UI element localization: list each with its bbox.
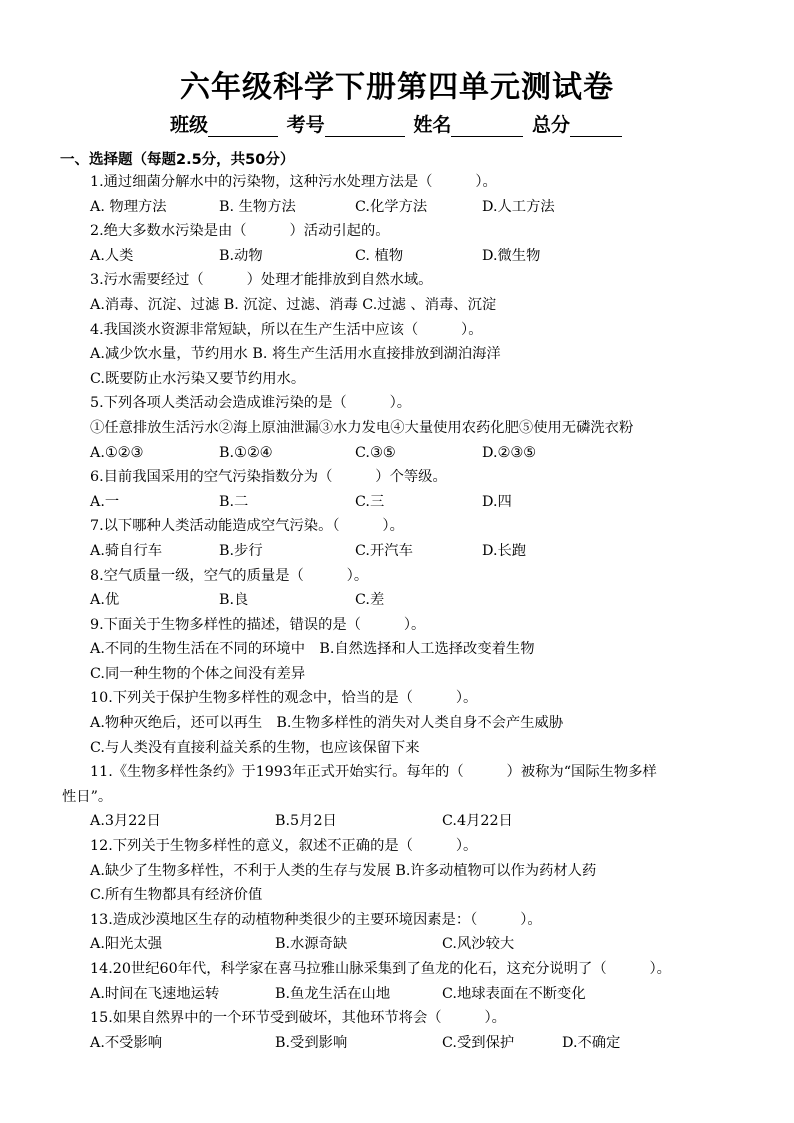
question-stem: 8.空气质量一级，空气的质量是（ ）。: [90, 567, 369, 584]
question-stem: 7.以下哪种人类活动能造成空气污染。（ ）。: [90, 518, 404, 535]
option-c[interactable]: C.4月22日: [442, 813, 513, 830]
option-b[interactable]: B.水源奇缺: [275, 936, 348, 953]
question-stem: 5.下列各项人类活动会造成谁污染的是（ ）。: [90, 395, 412, 412]
total-label: 总分: [531, 114, 570, 136]
question-stem: 10.下列关于保护生物多样性的观念中，恰当的是（ ）。: [90, 690, 478, 707]
option-c[interactable]: C.受到保护: [442, 1034, 515, 1051]
option-c[interactable]: C.风沙较大: [442, 936, 515, 953]
option-c[interactable]: C. 植物: [355, 247, 404, 264]
question-stem: 6.目前我国采用的空气污染指数分为（ ）个等级。: [90, 469, 447, 486]
option-line: A.物种灭绝后，还可以再生 B.生物多样性的消失对人类自身不会产生威胁: [90, 715, 564, 732]
options-row: [62, 982, 752, 1007]
option-d[interactable]: D.四: [482, 493, 512, 510]
option-b[interactable]: B.①②④: [219, 444, 273, 461]
question-stem: 11.《生物多样性条约》于1993年正式开始实行。每年的（ ）被称为“国际生物多样: [90, 764, 657, 781]
exam-no-blank[interactable]: [325, 118, 405, 137]
option-a[interactable]: A.3月22日: [90, 813, 161, 830]
class-label: 班级: [170, 114, 209, 136]
option-line: A.不同的生物生活在不同的环境中 B.自然选择和人工选择改变着生物: [90, 641, 535, 658]
options-row: [62, 1031, 752, 1056]
option-a[interactable]: A.不受影响: [90, 1034, 163, 1051]
option-line: A.消毒、沉淀、过滤 B. 沉淀、过滤、消毒 C.过滤 、消毒、沉淀: [90, 296, 497, 313]
option-line: C.既要防止水污染又要节约用水。: [90, 370, 306, 387]
page-title: 六年级科学下册第四单元测试卷: [180, 70, 614, 105]
class-blank[interactable]: [208, 118, 278, 137]
options-row: [62, 588, 752, 613]
option-line: A.缺少了生物多样性，不利于人类的生存与发展 B.许多动植物可以作为药材人药: [90, 862, 597, 879]
option-line: C.与人类没有直接利益关系的生物，也应该保留下来: [90, 739, 420, 756]
option-line: C.所有生物都具有经济价值: [90, 887, 263, 904]
options-row: [62, 244, 752, 269]
question-stem: 12.下列关于生物多样性的意义，叙述不正确的是（ ）。: [90, 838, 478, 855]
option-a[interactable]: A.优: [90, 592, 120, 609]
question-stem: 2.绝大多数水污染是由（ ）活动引起的。: [90, 223, 390, 240]
question-stem-cont: 性日”。: [62, 788, 113, 805]
option-c[interactable]: C.化学方法: [355, 198, 428, 215]
question-stem: 1.通过细菌分解水中的污染物，这种污水处理方法是（ ）。: [90, 174, 497, 190]
options-row: [62, 490, 752, 515]
option-a[interactable]: A.一: [90, 493, 120, 510]
option-b[interactable]: B.鱼龙生活在山地: [275, 985, 391, 1002]
option-b[interactable]: B.良: [219, 592, 249, 609]
option-c[interactable]: C.开汽车: [355, 542, 413, 559]
option-line: C.同一种生物的个体之间没有差异: [90, 665, 306, 682]
option-a[interactable]: A.骑自行车: [90, 542, 163, 559]
option-line: ①任意排放生活污水②海上原油泄漏③水力发电④大量使用农药化肥⑤使用无磷洗衣粉: [90, 419, 634, 436]
exam-no-label: 考号: [286, 114, 325, 136]
student-info-line: [0, 110, 794, 137]
options-row: [62, 441, 752, 466]
options-row: [62, 809, 752, 834]
name-label: 姓名: [413, 114, 452, 136]
option-c[interactable]: C.③⑤: [355, 444, 396, 461]
option-d[interactable]: D.微生物: [482, 247, 541, 264]
option-b[interactable]: B.二: [219, 493, 249, 510]
option-a[interactable]: A. 物理方法: [90, 198, 167, 215]
total-blank[interactable]: [570, 118, 622, 137]
option-b[interactable]: B.5月2日: [275, 813, 337, 830]
question-stem: 3.污水需要经过（ ）处理才能排放到自然水域。: [90, 272, 433, 289]
option-c[interactable]: C.三: [355, 493, 385, 510]
question-stem: 14.20世纪60年代，科学家在喜马拉雅山脉采集到了鱼龙的化石，这充分说明了（ ）。: [90, 961, 671, 977]
option-a[interactable]: A.①②③: [90, 444, 144, 461]
option-a[interactable]: A.时间在飞速地运转: [90, 985, 220, 1002]
option-a[interactable]: A.阳光太强: [90, 936, 163, 953]
question-stem: 9.下面关于生物多样性的描述，错误的是（ ）。: [90, 616, 426, 633]
option-d[interactable]: D.不确定: [562, 1034, 621, 1051]
section-heading: 一、选择题（每题2.5分，共50分）: [60, 152, 295, 168]
question-stem: 15.如果自然界中的一个环节受到破坏，其他环节将会（ ）。: [90, 1010, 506, 1027]
question-list: [62, 170, 752, 1055]
question-stem: 4.我国淡水资源非常短缺，所以在生产生活中应该（ ）。: [90, 321, 483, 338]
options-row: [62, 932, 752, 957]
option-b[interactable]: B. 生物方法: [219, 198, 296, 215]
option-d[interactable]: D.②③⑤: [482, 444, 536, 461]
name-blank[interactable]: [451, 118, 523, 137]
option-line: A.减少饮水量，节约用水 B. 将生产生活用水直接排放到湖泊海洋: [90, 346, 501, 363]
option-b[interactable]: B.受到影响: [275, 1034, 348, 1051]
question-stem: 13.造成沙漠地区生存的动植物种类很少的主要环境因素是：（ ）。: [90, 911, 542, 928]
option-a[interactable]: A.人类: [90, 247, 134, 264]
option-c[interactable]: C.差: [355, 592, 385, 609]
options-row: [62, 539, 752, 564]
options-row: [62, 195, 752, 220]
option-d[interactable]: D.人工方法: [482, 198, 555, 215]
option-b[interactable]: B.动物: [219, 247, 263, 264]
option-c[interactable]: C.地球表面在不断变化: [442, 985, 586, 1002]
option-b[interactable]: B.步行: [219, 542, 263, 559]
option-d[interactable]: D.长跑: [482, 542, 527, 559]
